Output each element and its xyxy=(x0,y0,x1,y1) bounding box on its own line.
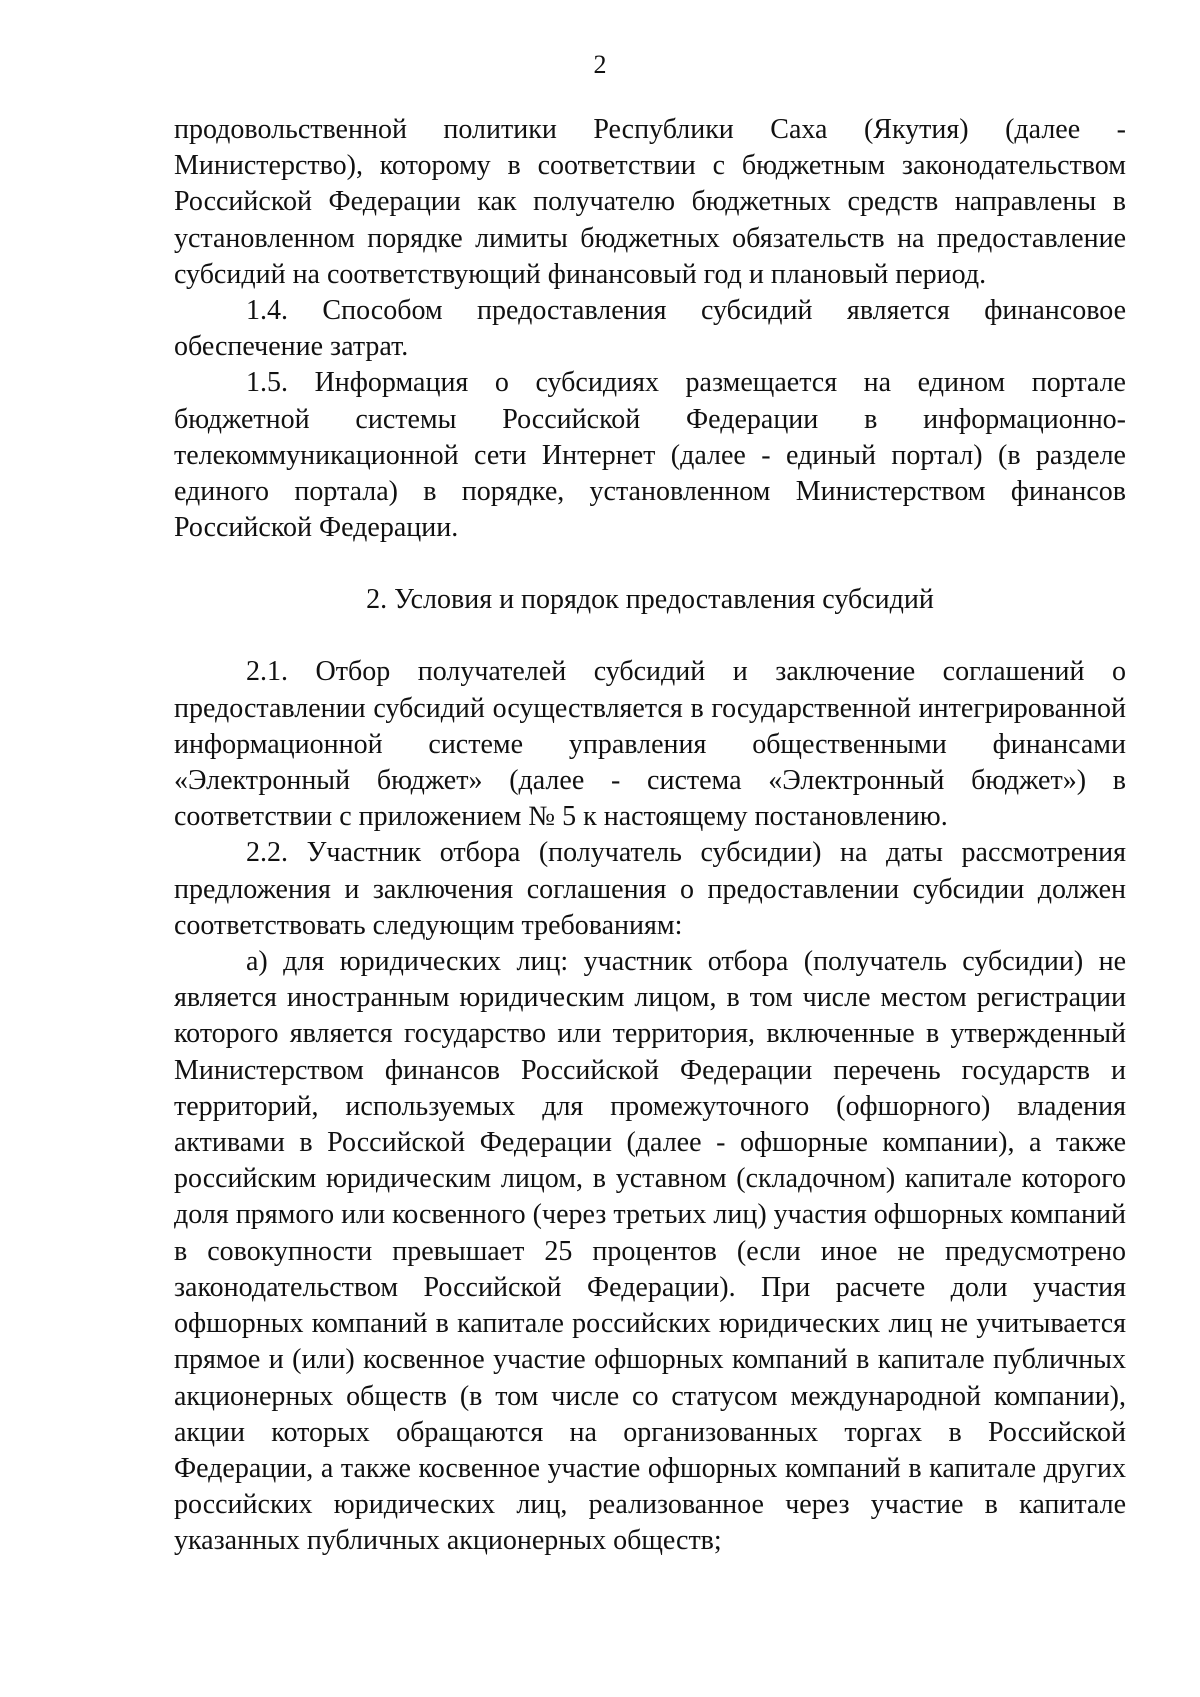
paragraph-2-2: 2.2. Участник отбора (получатель субсидии) на даты рассмотрения предложения и заключения соглашения о предоставлении субсидии должен соответствовать следующим требованиям: xyxy=(174,837,1126,941)
paragraph-2-2-a: а) для юридических лиц: участник отбора (получатель субсидии) не является иностранным юридическим лицом, в том числе местом регистрации которого является государство или территория, включенные в утвержденный Министерством финансов Российской Федерации перечень государств и территорий, используемых для промежуточного (офшорного) владения активами в Российской Федерации (далее - офшорные компании), а также российским юридическим лицом, в уставном (складочном) капитале которого доля прямого или косвенного (через третьих лиц) участия офшорных компаний в совокупности превышает 25 процентов (если иное не предусмотрено законодательством Российской Федерации). При расчете доли участия офшорных компаний в капитале российских юридических лиц не учитывается прямое и (или) косвенное участие офшорных компаний в капитале публичных акционерных обществ (в том числе со статусом международной компании), акции которых обращаются на организованных торгах в Российской Федерации, а также косвенное участие офшорных компаний в капитале других российских юридических лиц, реализованное через участие в капитале указанных публичных акционерных обществ; xyxy=(174,946,1126,1557)
document-body xyxy=(174,112,1126,1560)
paragraph-2-1: 2.1. Отбор получателей субсидий и заключение соглашений о предоставлении субсидий осуществляется в государственной интегрированной информационной системе управления общественными финансами «Электронный бюджет» (далее - система «Электронный бюджет») в соответствии с приложением № 5 к настоящему постановлению. xyxy=(174,656,1126,833)
paragraph-1-5: 1.5. Информация о субсидиях размещается на едином портале бюджетной системы Российской Федерации в информационно-телекоммуникационной сети Интернет (далее - единый портал) (в разделе единого портала) в порядке, установленном Министерством финансов Российской Федерации. xyxy=(174,367,1126,544)
paragraph-continuation: продовольственной политики Республики Саха (Якутия) (далее - Министерство), которому в соответствии с бюджетным законодательством Российской Федерации как получателю бюджетных средств направлены в установленном порядке лимиты бюджетных обязательств на предоставление субсидий на соответствующий финансовый год и плановый период. xyxy=(174,114,1126,290)
page-number: 2 xyxy=(593,50,607,79)
paragraph-1-4: 1.4. Способом предоставления субсидий является финансовое обеспечение затрат. xyxy=(174,295,1126,363)
section-2-heading: 2. Условия и порядок предоставления субсидий xyxy=(366,584,934,616)
